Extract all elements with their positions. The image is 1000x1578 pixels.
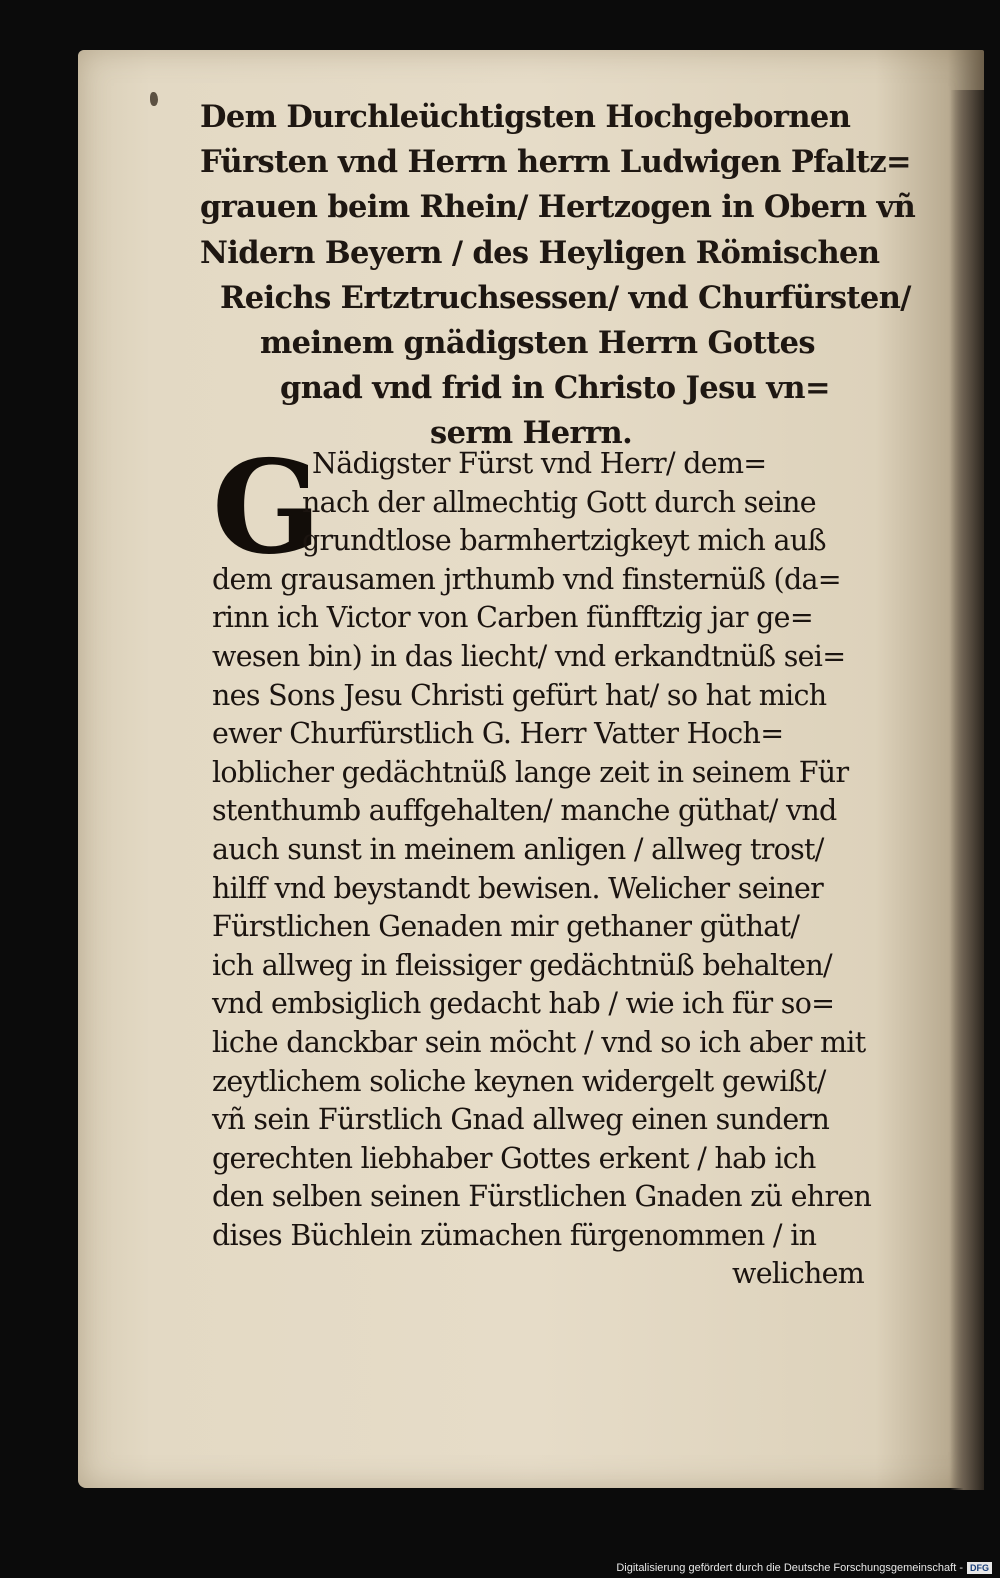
body-line: vñ sein Fürstlich Gnad allweg einen sundern (212, 1103, 830, 1137)
body-line: loblicher gedächtnüß lange zeit in seinem Für (212, 755, 849, 789)
body-line: nes Sons Jesu Christi gefürt hat/ so hat mich (212, 678, 827, 712)
body-line: dem grausamen jrthumb vnd finsternüß (da= (212, 562, 841, 596)
body-line: Fürstlichen Genaden mir gethaner güthat/ (212, 910, 800, 944)
book-spine-shadow (950, 90, 984, 1490)
body-line: rinn ich Victor von Carben fünfftzig jar ge= (212, 601, 814, 635)
footer-text: Digitalisierung gefördert durch die Deutsche Forschungsgemeinschaft - (616, 1562, 963, 1574)
heading-line: Nidern Beyern / des Heyligen Römischen (200, 234, 880, 271)
body-line: auch sunst in meinem anligen / allweg trost/ (212, 832, 824, 866)
body-line: zeytlichem soliche keynen widergelt gewißt/ (212, 1064, 826, 1098)
body-line: ich allweg in fleissiger gedächtnüß behalten/ (212, 948, 832, 982)
body-line: stenthumb auffgehalten/ manche güthat/ vnd (212, 794, 837, 828)
digitization-credit (616, 1562, 992, 1574)
body-line: liche danckbar sein möcht / vnd so ich aber mit (212, 1025, 866, 1059)
heading-line: gnad vnd frid in Christo Jesu vn= (280, 370, 830, 407)
body-line: grundtlose barmhertzigkeyt mich auß (302, 524, 826, 558)
heading-line: serm Herrn. (430, 415, 633, 452)
body-line: vnd embsiglich gedacht hab / wie ich für so= (212, 987, 835, 1021)
heading-line: meinem gnädigsten Herrn Gottes (260, 325, 815, 362)
body-line: Nädigster Fürst vnd Herr/ dem= (312, 447, 767, 480)
dedication-heading (200, 95, 916, 457)
body-line: welichem (732, 1257, 865, 1291)
body-line: wesen bin) in das liecht/ vnd erkandtnüß sei= (212, 639, 846, 673)
body-line: ewer Churfürstlich G. Herr Vatter Hoch= (212, 717, 784, 751)
body-line: nach der allmechtig Gott durch seine (302, 485, 816, 519)
body-line: dises Büchlein zümachen fürgenommen / in (212, 1218, 817, 1252)
body-line: gerechten liebhaber Gottes erkent / hab ich (212, 1141, 816, 1175)
body-line: hilff vnd beystandt bewisen. Welicher seiner (212, 871, 824, 905)
decorated-initial: G (212, 433, 322, 583)
body-line: den selben seinen Fürstlichen Gnaden zü ehren (212, 1180, 872, 1214)
heading-line: Reichs Ertztruchsessen/ vnd Churfürsten/ (220, 279, 911, 316)
ink-blot (150, 92, 158, 106)
dfg-logo-icon: DFG (967, 1562, 992, 1574)
heading-line: grauen beim Rhein/ Hertzogen in Obern vñ (200, 189, 916, 226)
heading-line: Dem Durchleüchtigsten Hochgebornen (200, 99, 851, 135)
heading-line: Fürsten vnd Herrn herrn Ludwigen Pfaltz= (200, 144, 912, 181)
